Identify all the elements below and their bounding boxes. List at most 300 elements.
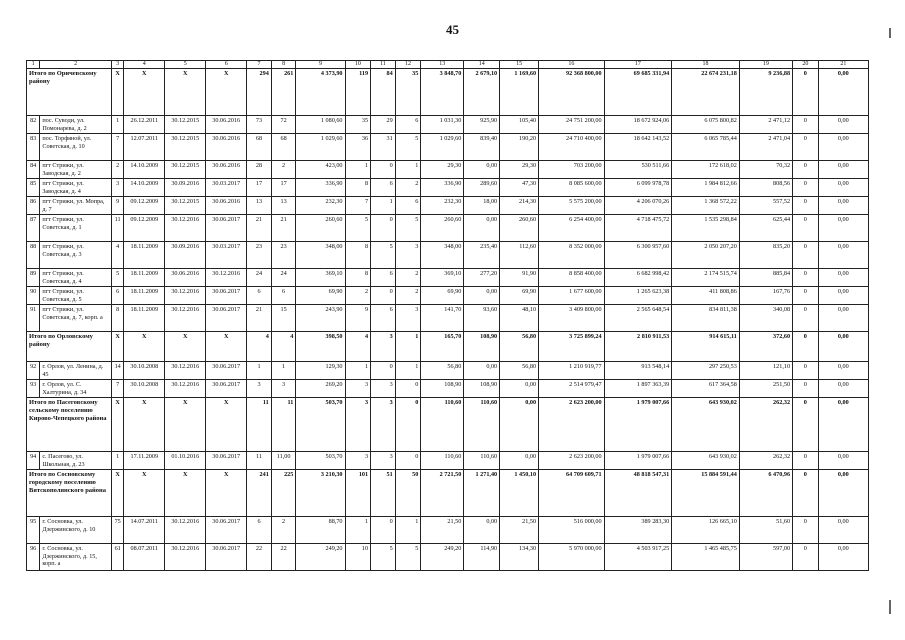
table-cell: 6 254 400,00: [539, 215, 605, 242]
table-cell: 516 000,00: [539, 517, 605, 544]
table-cell: 08.07.2011: [124, 544, 165, 571]
table-cell: 6 470,96: [739, 470, 792, 517]
table-cell: 3: [345, 452, 371, 470]
table-cell: X: [165, 69, 206, 116]
table-cell: 6: [371, 179, 396, 197]
table-cell: 23: [271, 242, 296, 269]
table-cell: 1: [395, 161, 421, 179]
table-cell: 30.06.2017: [206, 362, 247, 380]
table-cell: 14.10.2009: [124, 179, 165, 197]
table-cell: 0,00: [500, 398, 539, 452]
table-cell: 0: [793, 362, 819, 380]
table-cell: 839,40: [464, 134, 500, 161]
table-cell: 0,00: [818, 517, 868, 544]
table-cell: 30.06.2016: [206, 116, 247, 134]
table-cell: 51: [371, 470, 396, 517]
table-cell: 14.10.2009: [124, 161, 165, 179]
table-cell: 69 685 331,94: [604, 69, 672, 116]
table-cell: 94: [27, 452, 40, 470]
table-cell: 35: [395, 69, 421, 116]
table-cell: 84: [27, 161, 40, 179]
table-cell: 5: [395, 134, 421, 161]
address-cell: пос. Суводи, ул. Помонарева, д. 2: [40, 116, 112, 134]
table-cell: 167,76: [739, 287, 792, 305]
table-cell: 18.11.2009: [124, 287, 165, 305]
table-row: [27, 116, 869, 134]
table-cell: 7: [112, 134, 124, 161]
table-cell: 1: [345, 161, 371, 179]
table-cell: X: [112, 470, 124, 517]
table-cell: 0,00: [500, 452, 539, 470]
table-cell: X: [165, 470, 206, 517]
table-cell: 89: [27, 269, 40, 287]
table-cell: 241: [247, 470, 272, 517]
table-cell: 0: [793, 269, 819, 287]
table-cell: 7: [345, 197, 371, 215]
table-cell: 0: [371, 517, 396, 544]
table-cell: 30.03.2017: [206, 242, 247, 269]
table-cell: 30.06.2016: [206, 134, 247, 161]
table-cell: 30.06.2016: [206, 197, 247, 215]
table-cell: 3: [112, 179, 124, 197]
table-cell: 0,00: [818, 452, 868, 470]
table-cell: 110,60: [464, 398, 500, 452]
table-cell: 2 565 648,54: [604, 305, 672, 332]
table-cell: 4: [345, 332, 371, 362]
table-cell: 3: [371, 332, 396, 362]
edge-mark-bottom: [889, 600, 891, 614]
table-cell: 503,70: [296, 398, 345, 452]
table-cell: 30.06.2017: [206, 287, 247, 305]
table-cell: 297 250,53: [672, 362, 740, 380]
table-cell: 9: [112, 197, 124, 215]
table-cell: 29: [371, 116, 396, 134]
address-cell: пгт Стрижи, ул. Заводская, д. 2: [40, 161, 112, 179]
table-row: [27, 161, 869, 179]
table-cell: 3: [371, 398, 396, 452]
table-cell: 47,30: [500, 179, 539, 197]
table-cell: 0: [793, 287, 819, 305]
table-cell: 11: [247, 398, 272, 452]
table-cell: 21: [247, 305, 272, 332]
table-cell: 269,20: [296, 380, 345, 398]
table-cell: X: [124, 69, 165, 116]
column-number-cell: 5: [165, 61, 206, 69]
table-cell: 0,00: [818, 197, 868, 215]
table-cell: 340,08: [739, 305, 792, 332]
table-cell: 90: [27, 287, 40, 305]
table-cell: 28: [247, 161, 272, 179]
table-cell: 10: [345, 544, 371, 571]
table-cell: 68: [247, 134, 272, 161]
address-cell: пгт Стрижи, ул. Советская, д. 7, корп. а: [40, 305, 112, 332]
table-cell: 6: [371, 269, 396, 287]
table-cell: 134,30: [500, 544, 539, 571]
table-cell: 21: [247, 215, 272, 242]
table-row: [27, 380, 869, 398]
table-row: [27, 305, 869, 332]
table-cell: 1 979 007,66: [604, 398, 672, 452]
table-cell: 9: [345, 305, 371, 332]
table-cell: 121,10: [739, 362, 792, 380]
table-cell: 30.06.2016: [165, 269, 206, 287]
table-cell: 1: [345, 362, 371, 380]
table-cell: 30.12.2015: [165, 161, 206, 179]
table-cell: 703 200,00: [539, 161, 605, 179]
table-cell: 2 623 200,00: [539, 398, 605, 452]
table-row: [27, 179, 869, 197]
table-cell: 21: [271, 215, 296, 242]
table-cell: 232,30: [421, 197, 464, 215]
table-cell: 262,32: [739, 398, 792, 452]
table-cell: 110,60: [421, 452, 464, 470]
table-cell: 23: [247, 242, 272, 269]
table-cell: 30.12.2016: [165, 287, 206, 305]
column-number-cell: 4: [124, 61, 165, 69]
table-cell: 1 169,60: [500, 69, 539, 116]
table-cell: 0,00: [818, 398, 868, 452]
address-cell: г. Орлов, ул. Ленина, д. 45: [40, 362, 112, 380]
table-cell: 112,60: [500, 242, 539, 269]
table-cell: 119: [345, 69, 371, 116]
table-cell: 24: [271, 269, 296, 287]
table-cell: 0,00: [818, 116, 868, 134]
table-cell: X: [124, 398, 165, 452]
table-cell: 93,60: [464, 305, 500, 332]
table-cell: 14: [112, 362, 124, 380]
table-cell: 56,80: [500, 362, 539, 380]
table-cell: 6 682 998,42: [604, 269, 672, 287]
table-cell: 84: [371, 69, 396, 116]
table-cell: 5: [395, 215, 421, 242]
table-cell: 1: [345, 517, 371, 544]
table-cell: 0: [371, 215, 396, 242]
table-cell: 3: [345, 398, 371, 452]
address-cell: пгт Стрижи, ул. Советская, д. 5: [40, 287, 112, 305]
table-cell: 6: [271, 287, 296, 305]
table-cell: 617 364,58: [672, 380, 740, 398]
table-cell: 6 075 800,82: [672, 116, 740, 134]
table-cell: 6 300 957,60: [604, 242, 672, 269]
table-cell: 6 099 978,78: [604, 179, 672, 197]
table-cell: 4 718 475,72: [604, 215, 672, 242]
table-cell: 389 283,30: [604, 517, 672, 544]
table-cell: 294: [247, 69, 272, 116]
table-cell: 0,00: [818, 161, 868, 179]
table-cell: 22 674 231,18: [672, 69, 740, 116]
table-cell: 30.12.2016: [165, 380, 206, 398]
table-cell: 1 080,60: [296, 116, 345, 134]
table-cell: 8: [345, 242, 371, 269]
column-number-cell: 14: [464, 61, 500, 69]
table-cell: 126 665,10: [672, 517, 740, 544]
column-number-row: [27, 61, 869, 69]
table-cell: 913 548,14: [604, 362, 672, 380]
table-cell: 30.12.2016: [165, 362, 206, 380]
address-cell: пгт Стрижи, ул. Советская, д. 1: [40, 215, 112, 242]
table-cell: 530 511,66: [604, 161, 672, 179]
table-cell: 0,00: [464, 161, 500, 179]
table-cell: 13: [271, 197, 296, 215]
table-cell: 1 450,10: [500, 470, 539, 517]
column-number-cell: 16: [539, 61, 605, 69]
address-cell: пгт Стрижи, ул. Советская, д. 4: [40, 269, 112, 287]
table-cell: X: [206, 470, 247, 517]
column-number-cell: 2: [40, 61, 112, 69]
table-cell: 24: [247, 269, 272, 287]
table-cell: 21,50: [421, 517, 464, 544]
table-cell: 108,90: [421, 380, 464, 398]
table-row: [27, 197, 869, 215]
table-cell: 1 984 812,66: [672, 179, 740, 197]
table-cell: 3 409 800,00: [539, 305, 605, 332]
column-number-cell: 12: [395, 61, 421, 69]
table-cell: 214,30: [500, 197, 539, 215]
table-cell: 9 236,88: [739, 69, 792, 116]
table-cell: 21,50: [500, 517, 539, 544]
table-row: [27, 517, 869, 544]
address-cell: пгт Стрижи, ул. Советская, д. 3: [40, 242, 112, 269]
table-cell: 17: [271, 179, 296, 197]
table-cell: X: [165, 398, 206, 452]
table-cell: 398,50: [296, 332, 345, 362]
table-cell: 30.06.2017: [206, 380, 247, 398]
table-cell: 3: [247, 380, 272, 398]
table-cell: 0,00: [464, 215, 500, 242]
table-cell: 2: [395, 179, 421, 197]
table-row: [27, 287, 869, 305]
subtotal-row: [27, 470, 869, 517]
column-number-cell: 7: [247, 61, 272, 69]
table-cell: 3: [345, 380, 371, 398]
table-cell: 30.06.2017: [206, 305, 247, 332]
table-cell: X: [206, 332, 247, 362]
table-cell: 30.12.2016: [165, 305, 206, 332]
table-cell: 12.07.2011: [124, 134, 165, 161]
table-cell: 8 858 400,00: [539, 269, 605, 287]
table-cell: 0: [395, 398, 421, 452]
table-cell: 808,56: [739, 179, 792, 197]
subtotal-row: [27, 332, 869, 362]
table-cell: 108,90: [464, 332, 500, 362]
table-cell: 95: [27, 517, 40, 544]
column-number-cell: 17: [604, 61, 672, 69]
table-cell: 110,60: [464, 452, 500, 470]
table-cell: 6: [247, 287, 272, 305]
table-cell: 6: [395, 116, 421, 134]
table-cell: 29,30: [500, 161, 539, 179]
column-number-cell: 8: [271, 61, 296, 69]
table-cell: 1 271,40: [464, 470, 500, 517]
table-cell: 35: [345, 116, 371, 134]
table-cell: 0,00: [818, 179, 868, 197]
table-cell: 0: [371, 362, 396, 380]
table-cell: 925,90: [464, 116, 500, 134]
table-cell: 18.11.2009: [124, 269, 165, 287]
table-cell: 30.06.2017: [206, 215, 247, 242]
table-cell: 0,00: [818, 287, 868, 305]
subtotal-label: Итого по Орловскому району: [27, 332, 112, 362]
table-cell: 835,20: [739, 242, 792, 269]
table-cell: 22: [271, 544, 296, 571]
table-cell: 1 210 919,77: [539, 362, 605, 380]
table-cell: 30.03.2017: [206, 179, 247, 197]
table-cell: 369,10: [296, 269, 345, 287]
table-cell: 4 206 070,26: [604, 197, 672, 215]
table-cell: 1: [112, 116, 124, 134]
address-cell: пгт Стрижи, ул. Мопра, д. 7: [40, 197, 112, 215]
table-cell: 8 352 000,00: [539, 242, 605, 269]
table-cell: 93: [27, 380, 40, 398]
table-cell: 30.12.2016: [165, 544, 206, 571]
table-cell: X: [112, 398, 124, 452]
column-number-cell: 9: [296, 61, 345, 69]
table-cell: 75: [112, 517, 124, 544]
table-cell: 11,00: [271, 452, 296, 470]
table-cell: 110,60: [421, 398, 464, 452]
table-cell: 0: [793, 242, 819, 269]
table-row: [27, 269, 869, 287]
table-cell: 72: [271, 116, 296, 134]
table-cell: 249,20: [296, 544, 345, 571]
table-cell: 30.09.2016: [165, 242, 206, 269]
table-cell: 11: [271, 398, 296, 452]
table-cell: 2: [395, 287, 421, 305]
table-cell: 557,52: [739, 197, 792, 215]
table-cell: 8 085 600,00: [539, 179, 605, 197]
table-cell: 68: [271, 134, 296, 161]
table-cell: 190,20: [500, 134, 539, 161]
table-row: [27, 544, 869, 571]
table-cell: X: [165, 332, 206, 362]
table-cell: 18.11.2009: [124, 305, 165, 332]
table-cell: 1: [271, 362, 296, 380]
table-cell: 3: [371, 380, 396, 398]
table-cell: 232,30: [296, 197, 345, 215]
table-cell: 01.10.2016: [165, 452, 206, 470]
table-cell: 31: [371, 134, 396, 161]
table-cell: 3: [395, 242, 421, 269]
table-cell: 13: [247, 197, 272, 215]
table-cell: 0: [793, 332, 819, 362]
table-cell: 3 725 899,24: [539, 332, 605, 362]
table-cell: 0: [793, 452, 819, 470]
table-cell: 69,90: [500, 287, 539, 305]
table-cell: 6: [371, 305, 396, 332]
address-cell: г. Сосновка, ул. Дзержинского, д. 10: [40, 517, 112, 544]
table-cell: 0: [793, 161, 819, 179]
table-cell: 0,00: [818, 544, 868, 571]
table-cell: 0: [371, 161, 396, 179]
table-cell: 17.11.2009: [124, 452, 165, 470]
table-cell: 249,20: [421, 544, 464, 571]
table-cell: 289,60: [464, 179, 500, 197]
table-cell: 92: [27, 362, 40, 380]
table-cell: 260,60: [296, 215, 345, 242]
table-cell: 30.12.2015: [165, 197, 206, 215]
table-cell: 369,10: [421, 269, 464, 287]
table-cell: 2 050 207,20: [672, 242, 740, 269]
table-cell: 15 884 591,44: [672, 470, 740, 517]
table-cell: 348,00: [421, 242, 464, 269]
table-cell: 5: [371, 544, 396, 571]
table-cell: 24 710 400,00: [539, 134, 605, 161]
table-cell: 0: [395, 452, 421, 470]
address-cell: пгт Стрижи, ул. Заводская, д. 4: [40, 179, 112, 197]
table-cell: 2 174 515,74: [672, 269, 740, 287]
table-cell: 1 029,60: [296, 134, 345, 161]
table-cell: 11: [112, 215, 124, 242]
table-cell: 30.06.2017: [206, 544, 247, 571]
table-cell: 0: [793, 398, 819, 452]
page-number: 45: [446, 22, 459, 37]
column-number-cell: 3: [112, 61, 124, 69]
table-cell: 18 642 143,52: [604, 134, 672, 161]
table-cell: 643 930,02: [672, 398, 740, 452]
table-cell: 2 810 911,53: [604, 332, 672, 362]
table-cell: 73: [247, 116, 272, 134]
table-cell: 0: [793, 69, 819, 116]
table-cell: 1: [395, 332, 421, 362]
table-row: [27, 362, 869, 380]
table-cell: 411 808,86: [672, 287, 740, 305]
table-cell: 6: [395, 197, 421, 215]
table-cell: 0,00: [818, 332, 868, 362]
column-number-cell: 1: [27, 61, 40, 69]
table-cell: 643 930,02: [672, 452, 740, 470]
table-cell: 50: [395, 470, 421, 517]
table-cell: 1: [371, 197, 396, 215]
subtotal-label: Итого по Пасеговскому сельскому поселению Кирово-Чепецкого района: [27, 398, 112, 452]
table-cell: 92 368 800,00: [539, 69, 605, 116]
table-cell: 0: [395, 380, 421, 398]
table-cell: 1 029,60: [421, 134, 464, 161]
table-cell: 108,90: [464, 380, 500, 398]
subtotal-row: [27, 398, 869, 452]
table-cell: 0,00: [464, 287, 500, 305]
table-cell: 262,32: [739, 452, 792, 470]
table-cell: 348,00: [296, 242, 345, 269]
table-cell: 85: [27, 179, 40, 197]
table-cell: 261: [271, 69, 296, 116]
table-cell: 82: [27, 116, 40, 134]
table-cell: 0,00: [500, 380, 539, 398]
table-cell: 0: [793, 134, 819, 161]
table-cell: 29,30: [421, 161, 464, 179]
table-cell: 625,44: [739, 215, 792, 242]
table-cell: 96: [27, 544, 40, 571]
table-cell: 260,60: [421, 215, 464, 242]
table-cell: 834 811,38: [672, 305, 740, 332]
column-number-cell: 6: [206, 61, 247, 69]
table-cell: 88: [27, 242, 40, 269]
table-cell: 15: [271, 305, 296, 332]
table-cell: 1 677 600,00: [539, 287, 605, 305]
table-cell: 3: [371, 452, 396, 470]
table-cell: 5: [112, 269, 124, 287]
table-cell: 88,70: [296, 517, 345, 544]
table-cell: 1 368 572,22: [672, 197, 740, 215]
table-cell: 0,00: [818, 362, 868, 380]
table-cell: 3 210,30: [296, 470, 345, 517]
table-cell: 0: [793, 470, 819, 517]
table-cell: 503,70: [296, 452, 345, 470]
table-cell: 5 970 000,00: [539, 544, 605, 571]
column-number-cell: 13: [421, 61, 464, 69]
table-row: [27, 452, 869, 470]
table-cell: 14.07.2011: [124, 517, 165, 544]
table-cell: 114,90: [464, 544, 500, 571]
